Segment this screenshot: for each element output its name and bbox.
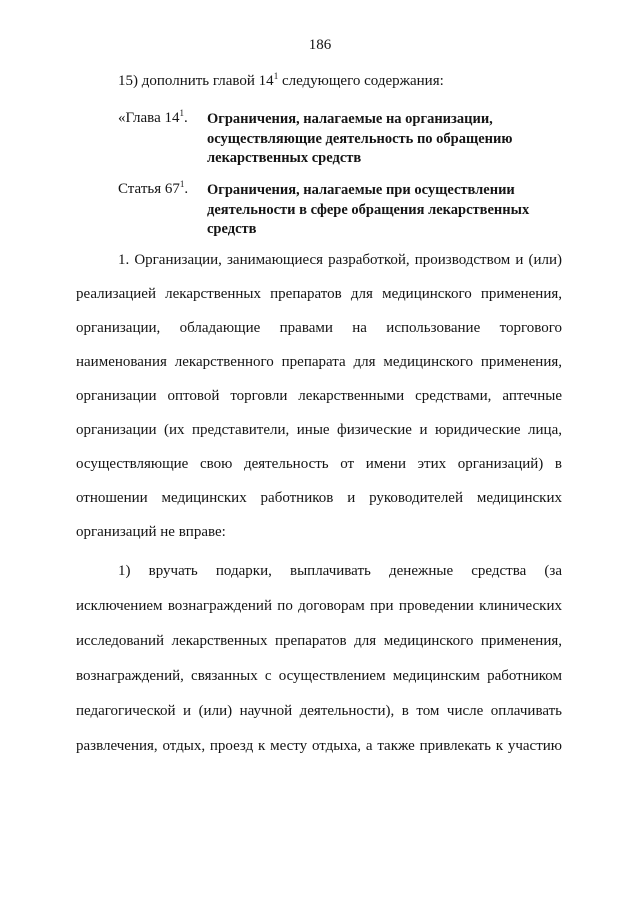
chapter-title-line: осуществляющие деятельность по обращению <box>207 130 513 147</box>
text-line: наименования лекарственного препарата для медицинского применения, <box>76 354 562 370</box>
text-line: педагогической и (или) научной деятельности), в том числе оплачивать <box>76 703 562 719</box>
intro-superscript: 1 <box>273 71 279 81</box>
text-line: развлечения, отдых, проезд к месту отдыха, а также привлекать к участию <box>76 738 562 754</box>
text-line: 1. Организации, занимающиеся разработкой, производством и (или) <box>118 252 562 268</box>
text-line: реализацией лекарственных препаратов для медицинского применения, <box>76 286 562 302</box>
text-line: организации, обладающие правами на использование торгового <box>76 320 562 336</box>
text-line: вознаграждений, связанных с осуществлением медицинским работником <box>76 668 562 684</box>
text-line: осуществляющие свою деятельность от имени этих организаций) в <box>76 456 562 472</box>
chapter-label: «Глава $14^1$. <box>118 108 188 126</box>
text-line: организаций не вправе: <box>76 524 226 540</box>
intro-suffix: следующего содержания: <box>278 73 444 89</box>
article-title <box>207 181 577 240</box>
text-line: исследований лекарственных препаратов для медицинского применения, <box>76 633 562 649</box>
text-line: 1) вручать подарки, выплачивать денежные средства (за <box>118 563 562 579</box>
intro-prefix: 15) дополнить главой 14 <box>118 73 274 89</box>
article-title-line: Ограничения, налагаемые при осуществлении <box>207 182 515 198</box>
page-number: 186 <box>308 37 332 53</box>
chapter-title <box>207 110 577 169</box>
article-title-line: деятельности в сфере обращения лекарственных <box>207 201 530 218</box>
chapter-title-line: Ограничения, налагаемые на организации, <box>207 111 493 127</box>
article-title-line: средств <box>207 221 257 237</box>
text-line: отношении медицинских работников и руководителей медицинских <box>76 490 562 506</box>
chapter-title-line: лекарственных средств <box>207 150 362 166</box>
text-line: исключением вознаграждений по договорам при проведении клинических <box>76 598 562 614</box>
text-line: организации оптовой торговли лекарственными средствами, аптечные <box>76 388 562 404</box>
text-line: организации (их представители, иные физические и юридические лица, <box>76 422 562 438</box>
amendment-intro <box>118 73 444 90</box>
article-label: Статья $67^1$. <box>118 179 189 197</box>
